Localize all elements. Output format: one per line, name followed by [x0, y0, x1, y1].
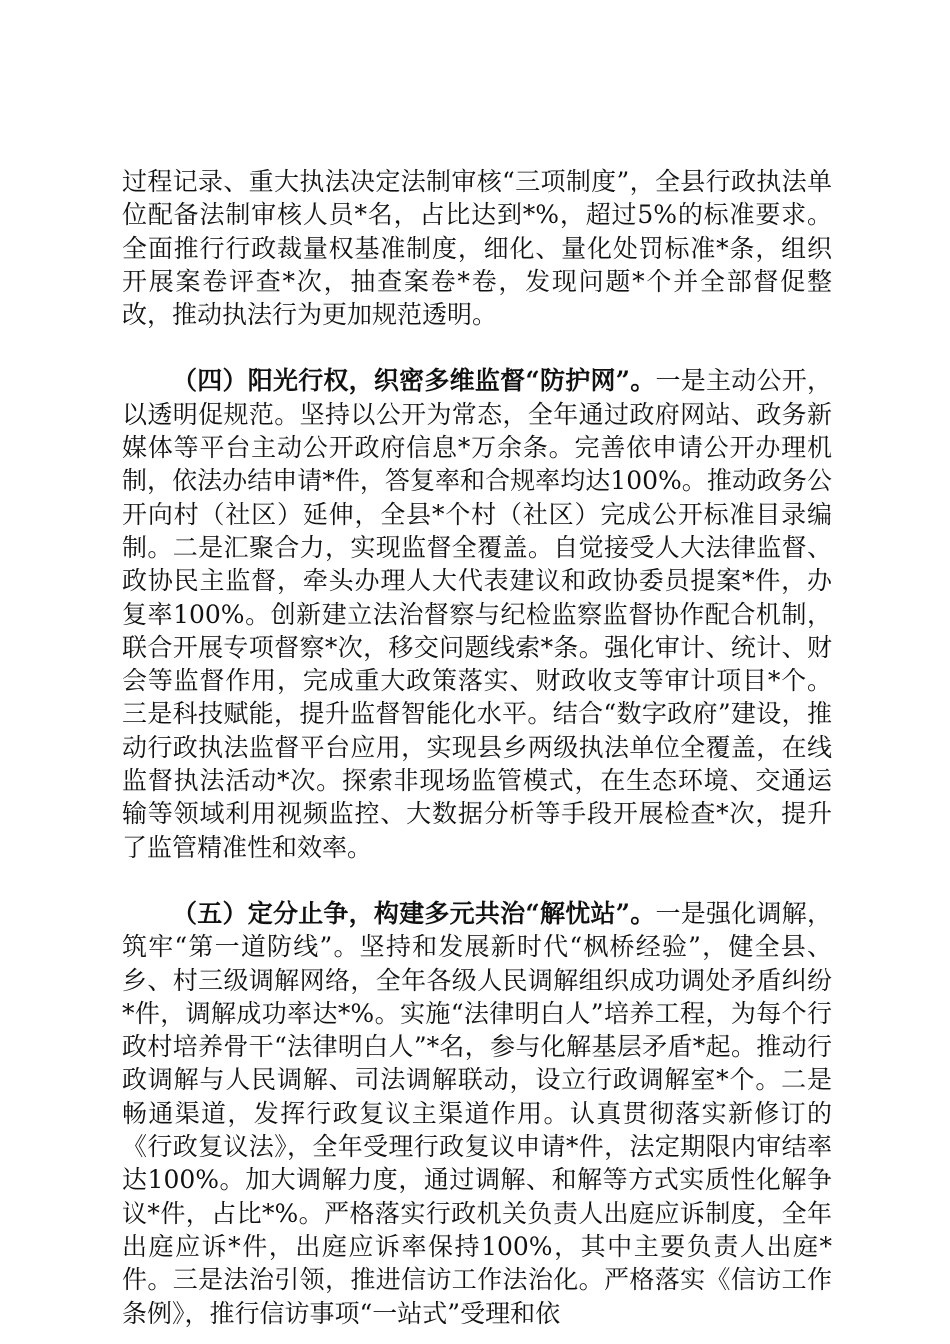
section-five-paragraph — [122, 897, 832, 1330]
paragraph-text: 过程记录、重大执法决定法制审核“三项制度”，全县行政执法单位配备法制审核人员*名，占比达到*%，超过5%的标准要求。全面推行行政裁量权基准制度，细化、量化处罚标准*条，组织开展案卷评查*次，抽查案卷*卷，发现问题*个并全部督促整改，推动执法行为更加规范透明。 — [122, 167, 832, 330]
document-body — [122, 165, 832, 1330]
section-five-heading: （五）定分止争，构建多元共治“解忧站”。 — [172, 898, 656, 928]
paragraph-continuation — [122, 165, 832, 331]
section-four-heading: （四）阳光行权，织密多维监督“防护网”。 — [172, 366, 656, 396]
section-five-text: 一是强化调解，筑牢“第一道防线”。坚持和发展新时代“枫桥经验”，健全县、乡、村三级调解网络，全年各级人民调解组织成功调处矛盾纠纷*件，调解成功率达*%。实施“法律明白人”培养工程，为每个行政村培养骨干“法律明白人”*名，参与化解基层矛盾*起。推动行政调解与人民调解、司法调解联动，设立行政调解室*个。二是畅通渠道，发挥行政复议主渠道作用。认真贯彻落实新修订的《行政复议法》，全年受理行政复议申请*件，法定期限内审结率达100%。加大调解力度，通过调解、和解等方式实质性化解争议*件，占比*%。严格落实行政机关负责人出庭应诉制度，全年出庭应诉*件，出庭应诉率保持100%，其中主要负责人出庭*件。三是法治引领，推进信访工作法治化。严格落实《信访工作条例》，推行信访事项“一站式”受理和依 — [122, 898, 832, 1328]
section-four-paragraph — [122, 364, 832, 863]
section-four-text: 一是主动公开，以透明促规范。坚持以公开为常态，全年通过政府网站、政务新媒体等平台主动公开政府信息*万余条。完善依申请公开办理机制，依法办结申请*件，答复率和合规率均达100%。推动政务公开向村（社区）延伸，全县*个村（社区）完成公开标准目录编制。二是汇聚合力，实现监督全覆盖。自觉接受人大法律监督、政协民主监督，牵头办理人大代表建议和政协委员提案*件，办复率100%。创新建立法治督察与纪检监察监督协作配合机制，联合开展专项督察*次，移交问题线索*条。强化审计、统计、财会等监督作用，完成重大政策落实、财政收支等审计项目*个。三是科技赋能，提升监督智能化水平。结合“数字政府”建设，推动行政执法监督平台应用，实现县乡两级执法单位全覆盖，在线监督执法活动*次。探索非现场监管模式，在生态环境、交通运输等领域利用视频监控、大数据分析等手段开展检查*次，提升了监管精准性和效率。 — [122, 366, 832, 862]
